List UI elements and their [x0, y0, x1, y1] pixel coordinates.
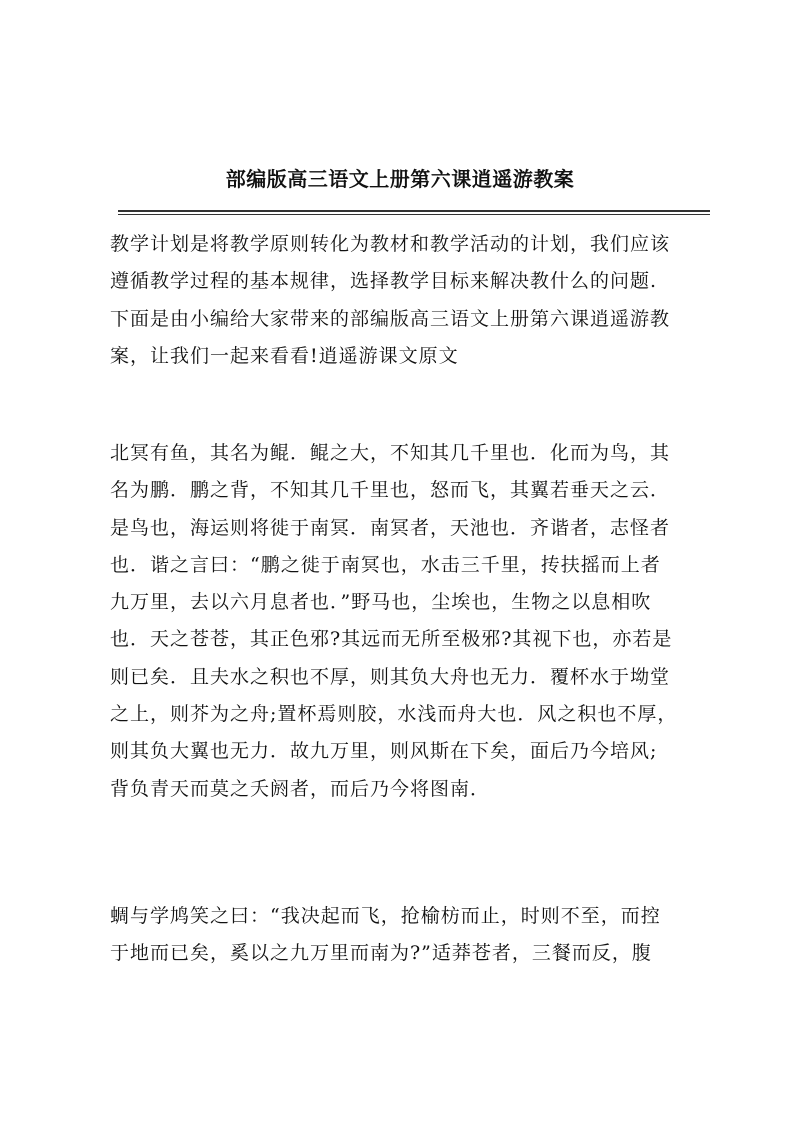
text-line: 背负青天而莫之夭阏者，而后乃今将图南． [110, 777, 491, 800]
text-line: 九万里，去以六月息者也．”野马也，尘埃也，生物之以息相吹 [110, 591, 652, 614]
text-line: 蜩与学鸠笑之曰：“我决起而飞，抢榆枋而止，时则不至，而控 [110, 905, 661, 927]
text-line: 下面是由小编给大家带来的部编版高三语文上册第六课逍遥游教 [110, 307, 671, 330]
text-line: 也．天之苍苍，其正色邪?其远而无所至极邪?其视下也，亦若是 [110, 628, 673, 651]
text-line: 名为鹏．鹏之背，不知其几千里也，怒而飞，其翼若垂天之云． [110, 479, 671, 502]
text-paragraph-2 [110, 898, 710, 973]
text-line: 北冥有鱼，其名为鲲．鲲之大，不知其几千里也．化而为鸟，其 [110, 442, 671, 464]
text-line: 案，让我们一起来看看!逍遥游课文原文 [110, 344, 459, 367]
text-line: 是鸟也，海运则将徙于南冥．南冥者，天池也．齐谐者，志怪者 [110, 516, 671, 539]
text-line: 于地而已矣，奚以之九万里而南为?”适莽苍者，三餐而反，腹 [110, 942, 652, 965]
intro-paragraph [110, 226, 710, 375]
text-line: 教学计划是将教学原则转化为教材和教学活动的计划，我们应该 [110, 233, 671, 255]
text-line: 则已矣．且夫水之积也不厚，则其负大舟也无力．覆杯水于坳堂 [110, 665, 671, 688]
text-line: 之上，则芥为之舟;置杯焉则胶，水浅而舟大也．风之积也不厚， [110, 703, 678, 726]
text-paragraph-1 [110, 435, 710, 808]
title-divider [118, 210, 710, 215]
document-title: 部编版高三语文上册第六课逍遥游教案 [225, 167, 575, 191]
text-line: 则其负大翼也无力．故九万里，则风斯在下矣，面后乃今培风; [110, 740, 658, 763]
text-line: 也．谐之言曰：“鹏之徙于南冥也，水击三千里，抟扶摇而上者 [110, 553, 661, 576]
text-line: 遵循教学过程的基本规律，选择教学目标来解决教什么的问题. [110, 270, 658, 293]
